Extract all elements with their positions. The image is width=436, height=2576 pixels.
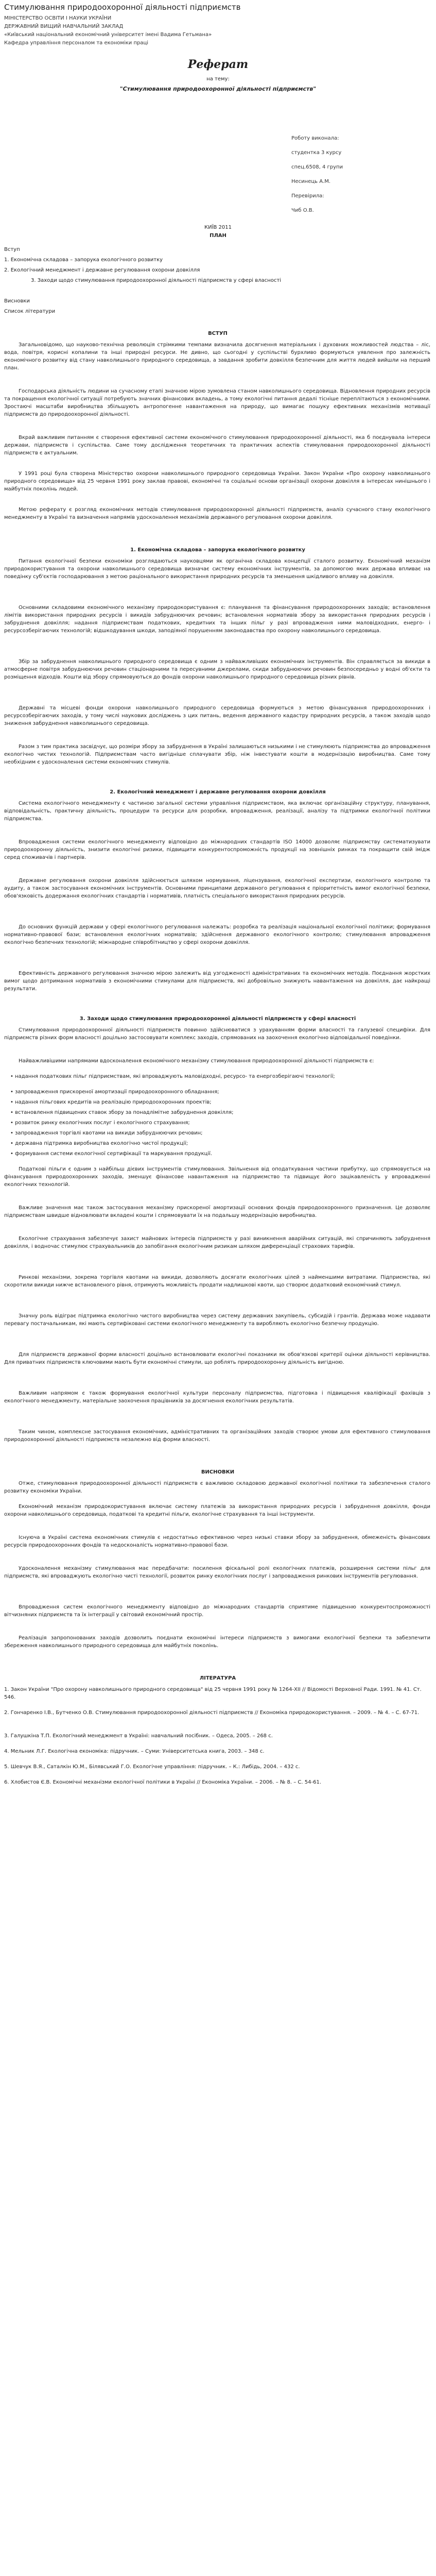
city-year: КИЇВ 2011 [204, 225, 232, 230]
section2-paragraph: Державне регулювання охорони довкілля здійснюється шляхом нормування, ліцензування, екологічної експертизи, екологічного контролю та аудиту, а також застосування економічних інструментів. Основними принципами державного регулювання є пріоритетність вимог екологічної безпеки, обов'язковість додержання екологічних стандартів і нормативів, платність спеціального використання природних ресурсів. [4, 878, 430, 899]
section3-paragraph: Важливе значення має також застосування механізму прискореної амортизації основних фондів природоохоронного призначення. Це дозволяє підприємствам швидше відновлювати вкладені кошти і спрямовувати їх на подальшу модернізацію виробництва. [4, 1205, 430, 1218]
toc-item: Список літератури [4, 309, 56, 314]
meta-performed-by: Роботу виконала: [291, 135, 339, 141]
intro-paragraph: Вкрай важливим питанням є створення ефективної системи економічного стимулювання природоохоронної діяльності, яка б поєднувала інтереси держави, підприємств і суспільства. Саме тому дослідження теоретичних та практичних аспектів стимулювання природоохоронної діяльності підприємств є актуальним. [4, 435, 430, 456]
meta-student-name: Несинець А.М. [291, 179, 331, 184]
list-item: • формування системи екологічної сертифікації та маркування продукції. [10, 1151, 213, 1157]
reference-item: 5. Шевчук В.Я., Саталкін Ю.М., Білявський Г.О. Екологічне управління: підручник. – К.: Либідь, 2004. – 432 с. [4, 1764, 300, 1770]
reference-item: 4. Мельник Л.Г. Екологічна економіка: підручник. – Суми: Університетська книга, 2003. – 348 с. [4, 1749, 265, 1754]
conclusions-paragraph: Реалізація запропонованих заходів дозволить поєднати економічні інтереси підприємств з вимогами екологічної безпеки та забезпечити збереження навколишнього природного середовища для майбутніх поколінь. [4, 1635, 430, 1649]
list-item: • запровадження прискореної амортизації природоохоронного обладнання; [10, 1089, 219, 1095]
section2-paragraph: До основних функцій держави у сфері екологічного регулювання належать: розробка та реалізація національної екологічної політики; формування нормативно-правової бази; встановлення екологічних нормативів; здійснення державного екологічного контролю; стимулювання впровадження екологічно безпечних технологій; міжнародне співробітництво у сфері охорони довкілля. [4, 924, 430, 945]
intro-heading: ВСТУП [208, 331, 228, 336]
list-item: • державна підтримка виробництва екологічно чистої продукції; [10, 1141, 188, 1146]
intro-paragraph: Загальновідомо, що науково-технічна революція стрімкими темпами визначила досягнення матеріальних і духовних можливостей людства – ліс, вода, повітря, корисні копалини та інші природні ресурси. Не дивно, що сьогодні у суспільстві бурхливо формуються уявлення про залежність економічного розвитку від стану навколишнього природного середовища, а завдання зробити довкілля безпечним для життя людей вийшли на перший план. [4, 342, 430, 371]
section3-paragraph: Значну роль відіграє підтримка екологічно чистого виробництва через систему державних закупівель, субсидій і грантів. Держава може надавати перевагу постачальникам, які мають сертифіковані системи екологічного менеджменту та виробляють екологічно безпечну продукцію. [4, 1313, 430, 1327]
section1-paragraph: Основними складовими економічного механізму природокористування є: планування та фінансування природоохоронних заходів; встановлення лімітів використання природних ресурсів і викидів забруднюючих речовин; встановлення нормативів збору за використання природних ресурсів і забруднення довкілля; надання підприємствам податкових, кредитних та інших пільг у разі впровадження ними маловідходних, енерго- і ресурсозберігаючих технологій; відшкодування шкоди, заподіяної порушенням законодавства про охорону навколишнього середовища. [4, 605, 430, 634]
reference-item: 3. Галушкіна Т.П. Екологічний менеджмент в Україні: навчальний посібник. – Одеса, 2005. – 268 с. [4, 1733, 273, 1739]
section1-paragraph: Державні та місцеві фонди охорони навколишнього природного середовища формуються з метою фінансування природоохоронних і ресурсозберігаючих заходів, у тому числі наукових досліджень з цих питань, ведення державного кадастру природних ресурсів, а також заходів щодо зниження забруднення навколишнього середовища. [4, 705, 430, 726]
section3-paragraph: Найважливішими напрямами вдосконалення економічного механізму стимулювання природоохоронної діяльності підприємств є: [19, 1058, 374, 1064]
section3-paragraph: Екологічне страхування забезпечує захист майнових інтересів підприємств у разі виникнення аварійних ситуацій, які спричиняють забруднення довкілля, і водночас стимулює страхувальників до запобігання екологічним ризикам шляхом диференціації страхових тарифів. [4, 1236, 430, 1249]
topic-label: на тему: [206, 76, 230, 82]
conclusions-paragraph: Впровадження систем екологічного менеджменту відповідно до міжнародних стандартів сприятиме підвищенню конкурентоспроможності вітчизняних підприємств та їх інтеграції у світовий економічний простір. [4, 1604, 430, 1618]
referat-heading: Реферат [187, 58, 249, 71]
list-item: • запровадження торгівлі квотами на викиди забруднюючих речовин; [10, 1130, 203, 1136]
section1-paragraph: Разом з тим практика засвідчує, що розміри збору за забруднення в Україні залишаються низькими і не стимулюють підприємства до впровадження екологічно чистих технологій. Підприємствам часто вигідніше сплачувати збір, ніж інвестувати кошти в модернізацію виробництва. Саме тому необхідним є удосконалення системи економічних стимулів. [4, 744, 430, 765]
reference-item: 6. Хлобистов Є.В. Економічні механізми екологічної політики в Україні // Економіка України. – 2006. – № 8. – С. 54-61. [4, 1780, 322, 1785]
topic-title: "Стимулювання природоохоронної діяльності підприємств" [119, 86, 317, 92]
department-line: Кафедра управління персоналом та економіки праці [4, 40, 149, 46]
conclusions-heading: ВИСНОВКИ [201, 1469, 235, 1475]
section3-paragraph: Таким чином, комплексне застосування економічних, адміністративних та організаційних заходів створює умови для ефективного стимулювання природоохоронної діяльності підприємств незалежно від форми власності. [4, 1429, 430, 1443]
section3-paragraph: Важливим напрямом є також формування екологічної культури персоналу підприємства, підготовка і підвищення кваліфікації фахівців з екологічного менеджменту, матеріальне заохочення працівників за досягнення екологічних результатів. [4, 1391, 430, 1404]
intro-paragraph: Господарська діяльність людини на сучасному етапі значною мірою зумовлена станом навколишнього середовища. Відновлення природних ресурсів та покращення екологічної ситуації потребують значних фінансових вкладень, а тому екологічні питання дедалі тісніше переплітаються з економічними. Зростаючі масштаби виробництва збільшують антропогенне навантаження на природу, що вимагає пошуку ефективних механізмів мотивації підприємств до природоохоронної діяльності. [4, 388, 430, 417]
conclusions-paragraph: Існуюча в Україні система економічних стимулів є недостатньо ефективною через низькі ставки збору за забруднення, обмеженість фінансових ресурсів природоохоронних фондів та недосконалість нормативно-правової бази. [4, 1535, 430, 1548]
list-item: • надання пільгових кредитів на реалізацію природоохоронних проектів; [10, 1099, 212, 1105]
meta-specialty-group: спец.6508, 4 групи [291, 164, 343, 170]
section1-paragraph: Питання екологічної безпеки економіки розглядаються науковцями як органічна складова концепції сталого розвитку. Економічний механізм природокористування та охорони навколишнього середовища визначає систему економічних інструментів, за допомогою яких держава впливає на поведінку суб'єктів господарювання з метою раціонального використання природних ресурсів та зменшення шкідливого впливу на довкілля. [4, 558, 430, 580]
meta-student-course: студентка 3 курсу [291, 150, 342, 156]
toc-item: 2. Екологічний менеджмент і державне регулювання охорони довкілля [4, 267, 200, 273]
conclusions-paragraph: Економічний механізм природокористування включає систему платежів за використання природних ресурсів і забруднення довкілля, фонди охорони навколишнього середовища, податкові та кредитні пільги, екологічне страхування та інші інструменти. [4, 1504, 430, 1517]
university-line: «Київський національний економічний університет імені Вадима Гетьмана» [4, 32, 212, 38]
toc-item: 1. Економічна складова – запорука екологічного розвитку [4, 257, 163, 263]
document-title: Стимулювання природоохоронної діяльності підприємств [4, 3, 241, 12]
reference-item: 1. Закон України "Про охорону навколишнього природного середовища" від 25 червня 1991 року № 1264-XII // Відомості Верховної Ради. 1991. № 41. Ст. 546. [4, 1687, 422, 1700]
section2-heading: 2. Екологічний менеджмент і державне регулювання охорони довкілля [110, 789, 326, 795]
references-heading: ЛІТЕРАТУРА [199, 1675, 236, 1681]
section2-paragraph: Ефективність державного регулювання значною мірою залежить від узгодженості адміністративних та економічних методів. Поєднання жорстких вимог щодо дотримання нормативів з економічними стимулами для підприємств, які добровільно знижують навантаження на довкілля, дає найкращі результати. [4, 971, 430, 992]
section2-paragraph: Система екологічного менеджменту є частиною загальної системи управління підприємством, яка включає організаційну структуру, планування, відповідальність, практичну діяльність, процедури та ресурси для розробки, впровадження, реалізації, аналізу та підтримки екологічної політики підприємства. [4, 801, 430, 822]
section1-paragraph: Збір за забруднення навколишнього природного середовища є одним з найважливіших економічних інструментів. Він справляється за викиди в атмосферне повітря забруднюючих речовин стаціонарними та пересувними джерелами, скиди забруднюючих речовин безпосередньо у водні об'єкти та розміщення відходів. Кошти від збору спрямовуються до фондів охорони навколишнього природного середовища різних рівнів. [4, 659, 430, 680]
intro-paragraph: У 1991 році була створена Міністерство охорони навколишнього природного середовища України. Закон України «Про охорону навколишнього природного середовища» від 25 червня 1991 року заклав правові, економічні та соціальні основи організації охорони довкілля в інтересах нинішнього і майбутніх поколінь людей. [4, 471, 430, 492]
section3-paragraph: Стимулювання природоохоронної діяльності підприємств повинно здійснюватися з урахуванням форми власності та галузевої специфіки. Для підприємств різних форм власності доцільно застосовувати комплекс заходів, спрямованих на заохочення екологічно відповідальної поведінки. [4, 1027, 430, 1041]
meta-supervisor-name: Чиб О.В. [291, 208, 314, 213]
reference-item: 2. Гончаренко І.В., Бутченко О.В. Стимулювання природоохоронної діяльності підприємств // Економіка природокористування. – 2009. – № 4. – С. 67-71. [4, 1710, 420, 1716]
section2-paragraph: Впровадження системи екологічного менеджменту відповідно до міжнародних стандартів ISO 14000 дозволяє підприємству систематизувати природоохоронну діяльність, знизити екологічні ризики, підвищити конкурентоспроможність продукції на зовнішніх ринках та покращити свій імідж серед споживачів і партнерів. [4, 839, 430, 860]
institution-type-line: ДЕРЖАВНИЙ ВИЩИЙ НАВЧАЛЬНИЙ ЗАКЛАД [4, 24, 124, 29]
meta-checked-by: Перевірила: [291, 193, 324, 199]
section1-heading: 1. Економічна складова – запорука екологічного розвитку [130, 547, 305, 553]
toc-item: 3. Заходи щодо стимулювання природоохоронної діяльності підприємств у сфері власності [31, 278, 281, 283]
section3-paragraph: Ринкові механізми, зокрема торгівля квотами на викиди, дозволяють досягати екологічних цілей з найменшими витратами. Підприємства, які скоротили викиди нижче встановленого рівня, отримують можливість продати надлишкові квоти, що створює додатковий економічний стимул. [4, 1275, 430, 1288]
toc-item: Висновки [4, 298, 30, 304]
ministry-line: МІНІСТЕРСТВО ОСВІТИ І НАУКИ УКРАЇНИ [4, 15, 112, 21]
list-item: • розвиток ринку екологічних послуг і екологічного страхування; [10, 1120, 190, 1126]
section3-heading: 3. Заходи щодо стимулювання природоохоронної діяльності підприємств у сфері власності [79, 1016, 356, 1022]
section3-paragraph: Податкові пільги є одним з найбільш дієвих інструментів стимулювання. Звільнення від оподаткування частини прибутку, що спрямовується на фінансування природоохоронних заходів, зменшує фінансове навантаження на підприємство та підвищує його зацікавленість у впровадженні екологічних технологій. [4, 1166, 430, 1188]
conclusions-paragraph: Отже, стимулювання природоохоронної діяльності підприємств є важливою складовою державної екологічної політики та забезпечення сталого розвитку економіки України. [4, 1481, 430, 1494]
conclusions-paragraph: Удосконалення механізму стимулювання має передбачати: посилення фіскальної ролі екологічних платежів, розширення системи пільг для підприємств, які впроваджують екологічно чисті технології, розвиток ринку екологічних послуг і запровадження ринкових інструментів регулювання. [4, 1566, 430, 1579]
intro-paragraph: Метою реферату є розгляд економічних методів стимулювання природоохоронної діяльності підприємств, аналіз сучасного стану екологічного менеджменту в Україні та визначення напрямів удосконалення механізмів державного регулювання охорони довкілля. [4, 507, 430, 520]
toc-item: Вступ [4, 247, 20, 252]
plan-heading: ПЛАН [210, 233, 226, 239]
list-item: • встановлення підвищених ставок збору за понадлімітне забруднення довкілля; [10, 1110, 234, 1115]
section3-paragraph: Для підприємств державної форми власності доцільно встановлювати екологічні показники як обов'язкові критерії оцінки діяльності керівництва. Для приватних підприємств ключовими мають бути економічні стимули, що роблять природоохоронну діяльність вигідною. [4, 1352, 430, 1365]
list-item: • надання податкових пільг підприємствам, які впроваджують маловідходні, ресурсо- та енергозберігаючі технології; [10, 1074, 335, 1079]
